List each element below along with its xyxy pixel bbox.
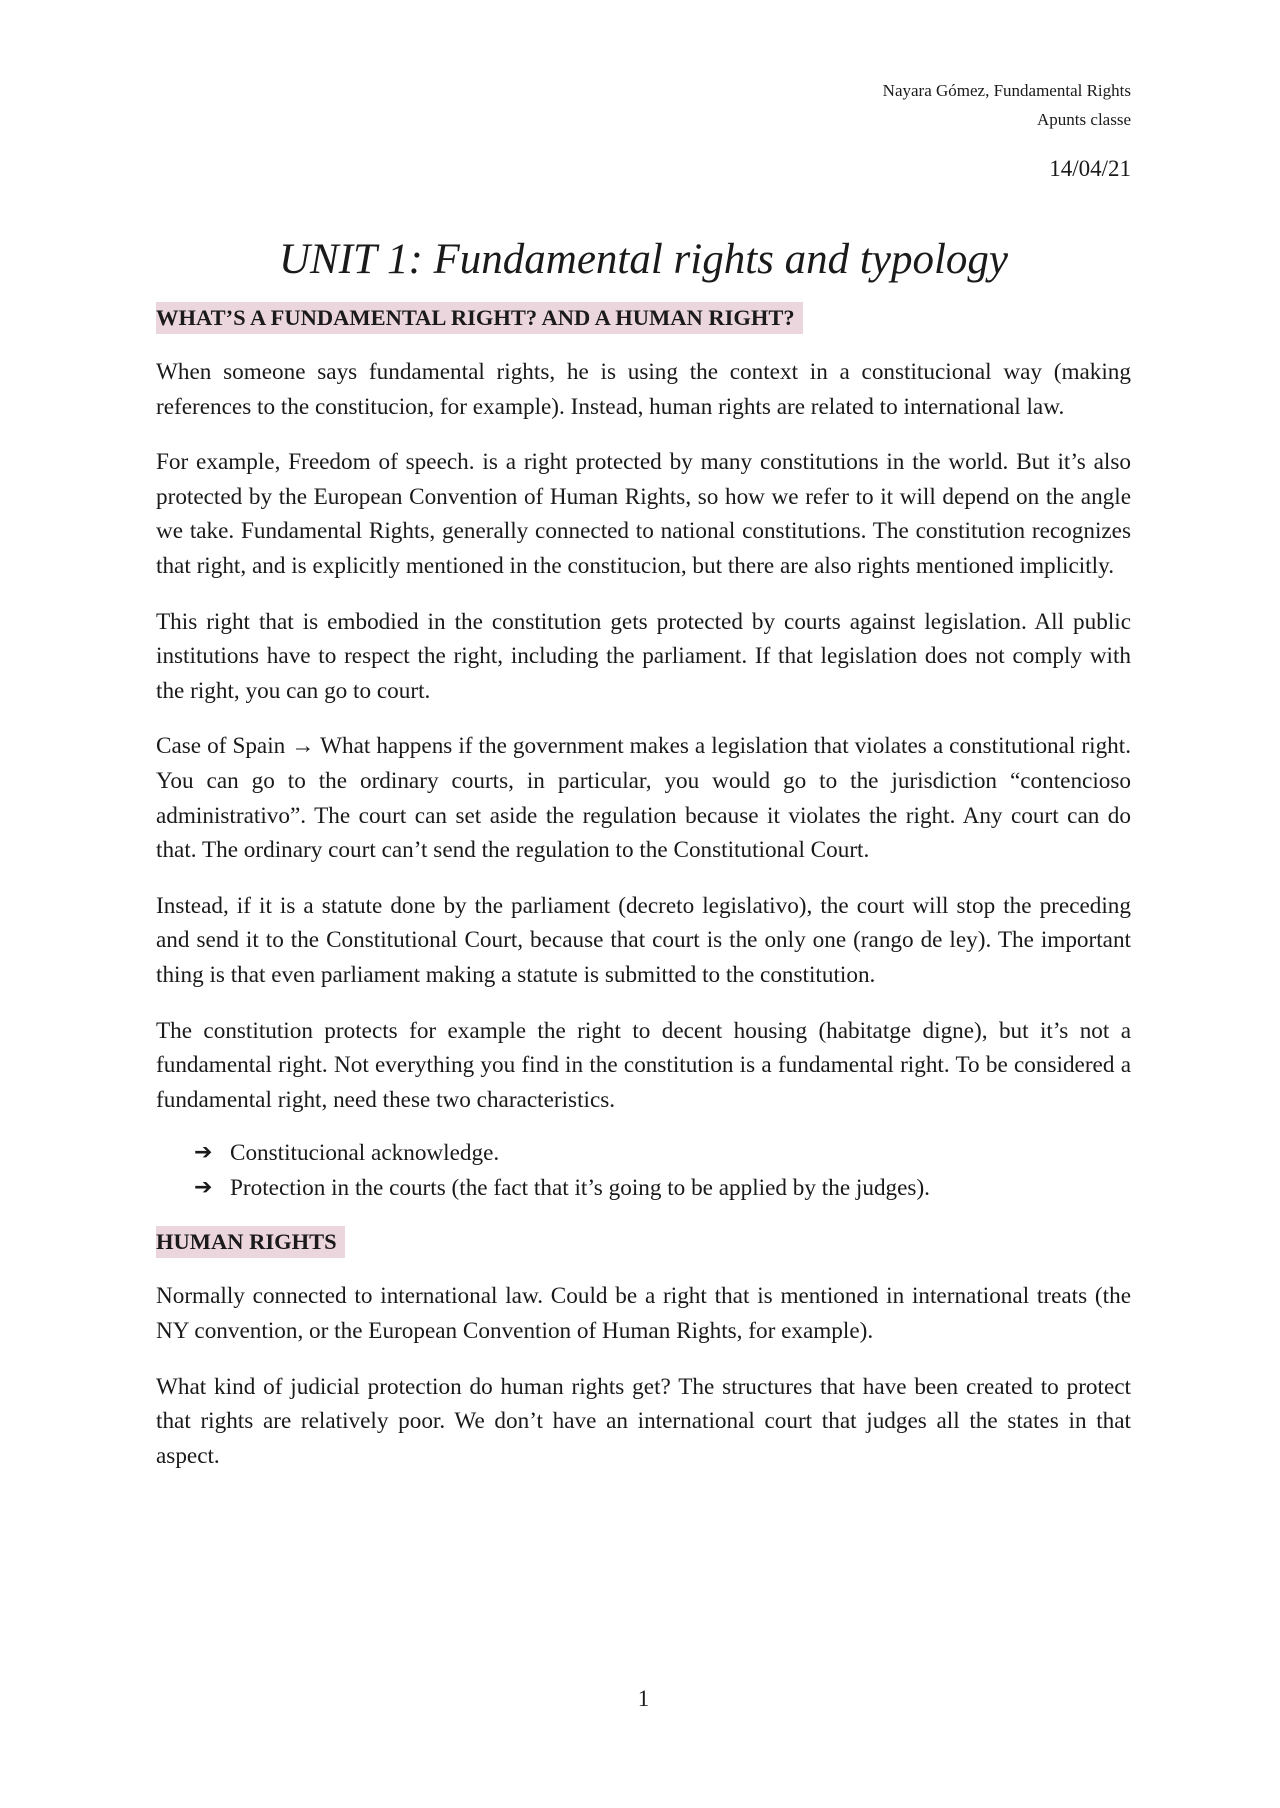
document-title: UNIT 1: Fundamental rights and typology <box>279 236 1008 283</box>
arrow-right-icon: ➔ <box>194 1140 213 1166</box>
section-heading: WHAT’S A FUNDAMENTAL RIGHT? AND A HUMAN RIGHT? <box>156 302 803 334</box>
page-header <box>883 76 1131 134</box>
list-item-text: Constitucional acknowledge. <box>230 1140 500 1167</box>
header-subtitle-line: Apunts classe <box>1037 110 1131 129</box>
document-date: 14/04/21 <box>1049 156 1131 181</box>
document-page <box>156 0 1131 1808</box>
list-item-text: Protection in the courts (the fact that it’s going to be applied by the judges). <box>230 1174 930 1201</box>
paragraph: Instead, if it is a statute done by the parliament (decreto legislativo), the court will stop the preceding and send it to the Constitutional Court, because that court is the only one (rango de ley). The important thing is that even parliament making a statute is submitted to the constitution. <box>156 892 1131 988</box>
list-item <box>194 1171 1131 1206</box>
section-fundamental-right <box>156 302 1131 334</box>
paragraph: When someone says fundamental rights, he is using the context in a constitucional way (making references to the constitucion, for example). Instead, human rights are related to international law. <box>156 359 1131 420</box>
paragraph: For example, Freedom of speech. is a right protected by many constitutions in the world. But it’s also protected by the European Convention of Human Rights, so how we refer to it will depend on the angle we take. Fundamental Rights, generally connected to national constitutions. The constitution recognizes that right, and is explicitly mentioned in the constitucion, but there are also rights mentioned implicitly. <box>156 449 1131 579</box>
paragraph: Case of Spain → What happens if the government makes a legislation that violates a constitutional right. You can go to the ordinary courts, in particular, you would go to the jurisdiction “contencioso administrativo”. The court can set aside the regulation because it violates the right. Any court can do that. The ordinary court can’t send the regulation to the Constitutional Court. <box>156 733 1131 864</box>
characteristics-list <box>156 1136 1131 1205</box>
paragraph: What kind of judicial protection do human rights get? The structures that have been created to protect that rights are relatively poor. We don’t have an international court that judges all the states in that aspect. <box>156 1373 1131 1469</box>
paragraph: The constitution protects for example the right to decent housing (habitatge digne), but it’s not a fundamental right. Not everything you find in the constitution is a fundamental right. To be considered a fundamental right, need these two characteristics. <box>156 1017 1131 1113</box>
section-human-rights <box>156 1226 1131 1258</box>
page-number: 1 <box>637 1686 650 1711</box>
list-item <box>194 1136 1131 1171</box>
header-author-line: Nayara Gómez, Fundamental Rights <box>882 81 1131 100</box>
arrow-right-icon: ➔ <box>194 1174 213 1200</box>
document-body <box>156 302 1131 1494</box>
paragraph: This right that is embodied in the constitution gets protected by courts against legislation. All public institutions have to respect the right, including the parliament. If that legislation does not comply with the right, you can go to court. <box>156 608 1131 704</box>
section-heading: HUMAN RIGHTS <box>156 1226 345 1258</box>
paragraph: Normally connected to international law. Could be a right that is mentioned in international treats (the NY convention, or the European Convention of Human Rights, for example). <box>156 1283 1131 1345</box>
